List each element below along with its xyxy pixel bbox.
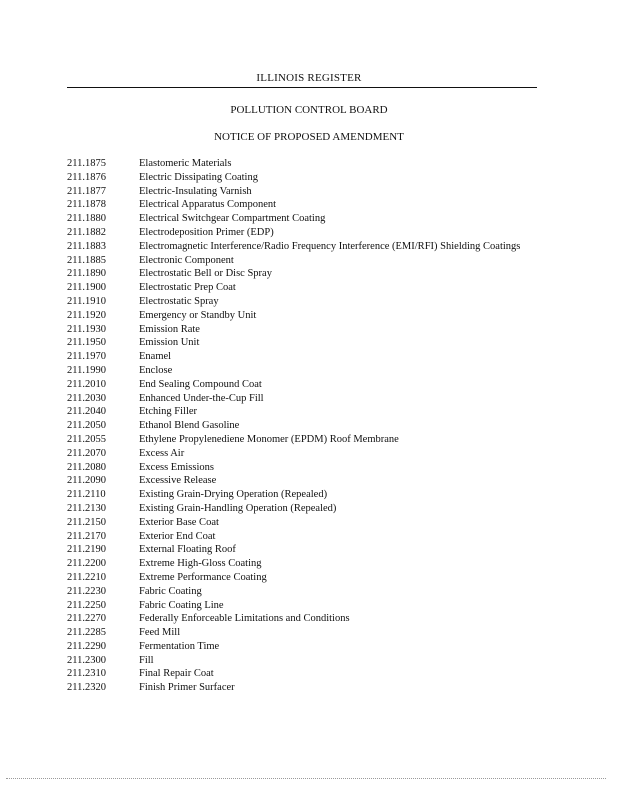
section-number: 211.1885 <box>67 254 106 266</box>
defined-term: Ethylene Propylenediene Monomer (EPDM) Roof Membrane <box>139 433 399 445</box>
section-number: 211.1930 <box>67 323 106 335</box>
list-item <box>67 378 547 392</box>
list-item <box>67 516 547 530</box>
list-item <box>67 502 547 516</box>
list-item <box>67 599 547 613</box>
defined-term: Feed Mill <box>139 627 181 639</box>
defined-term: Federally Enforceable Limitations and Conditions <box>139 613 350 625</box>
section-number: 211.1880 <box>67 213 106 225</box>
list-item <box>67 240 547 254</box>
defined-term: Ethanol Blend Gasoline <box>139 420 240 432</box>
section-number: 211.1900 <box>67 282 106 294</box>
section-number: 211.2010 <box>67 378 106 390</box>
defined-term: Existing Grain-Drying Operation (Repealed) <box>139 489 328 501</box>
defined-term: Electrical Switchgear Compartment Coating <box>139 213 326 225</box>
list-item <box>67 254 547 268</box>
defined-term: Electromagnetic Interference/Radio Frequency Interference (EMI/RFI) Shielding Coatings <box>139 240 521 252</box>
section-number: 211.2130 <box>67 502 106 514</box>
list-item <box>67 571 547 585</box>
definitions-list <box>67 157 547 695</box>
defined-term: Final Repair Coat <box>139 668 214 680</box>
defined-term: Existing Grain-Handling Operation (Repealed) <box>139 502 337 514</box>
section-number: 211.2300 <box>67 654 106 666</box>
defined-term: External Floating Roof <box>139 544 236 556</box>
list-item <box>67 585 547 599</box>
list-item <box>67 392 547 406</box>
section-number: 211.1990 <box>67 364 106 376</box>
section-number: 211.2310 <box>67 668 106 680</box>
list-item <box>67 309 547 323</box>
list-item <box>67 612 547 626</box>
defined-term: End Sealing Compound Coat <box>139 378 262 390</box>
defined-term: Fabric Coating <box>139 585 202 597</box>
section-number: 211.2285 <box>67 627 106 639</box>
section-number: 211.2080 <box>67 461 106 473</box>
section-number: 211.1890 <box>67 268 106 280</box>
defined-term: Electrostatic Spray <box>139 295 219 307</box>
defined-term: Excess Emissions <box>139 461 214 473</box>
defined-term: Electrodeposition Primer (EDP) <box>139 226 274 238</box>
defined-term: Emission Rate <box>139 323 200 335</box>
list-item <box>67 461 547 475</box>
list-item <box>67 419 547 433</box>
defined-term: Electrostatic Prep Coat <box>139 282 236 294</box>
list-item <box>67 364 547 378</box>
defined-term: Enhanced Under-the-Cup Fill <box>139 392 264 404</box>
list-item <box>67 157 547 171</box>
section-number: 211.2170 <box>67 530 106 542</box>
section-number: 211.1877 <box>67 185 106 197</box>
defined-term: Fabric Coating Line <box>139 599 224 611</box>
section-number: 211.2190 <box>67 544 106 556</box>
list-item <box>67 557 547 571</box>
section-number: 211.2055 <box>67 433 106 445</box>
defined-term: Elastomeric Materials <box>139 158 232 169</box>
section-number: 211.2150 <box>67 516 106 528</box>
defined-term: Extreme High-Gloss Coating <box>139 558 262 570</box>
list-item <box>67 543 547 557</box>
list-item <box>67 530 547 544</box>
page-bottom-edge <box>6 778 606 779</box>
header-rule <box>67 87 537 88</box>
list-item <box>67 295 547 309</box>
list-item <box>67 433 547 447</box>
section-number: 211.2110 <box>67 489 106 501</box>
list-item <box>67 323 547 337</box>
list-item <box>67 267 547 281</box>
list-item <box>67 336 547 350</box>
list-item <box>67 654 547 668</box>
list-item <box>67 681 547 695</box>
list-item <box>67 226 547 240</box>
list-item <box>67 626 547 640</box>
section-number: 211.2290 <box>67 640 106 652</box>
notice-title: NOTICE OF PROPOSED AMENDMENT <box>214 131 404 143</box>
section-number: 211.2050 <box>67 420 106 432</box>
list-item <box>67 198 547 212</box>
list-item <box>67 185 547 199</box>
defined-term: Enclose <box>139 364 173 376</box>
section-number: 211.1950 <box>67 337 106 349</box>
defined-term: Fill <box>139 654 154 666</box>
defined-term: Excessive Release <box>139 475 217 487</box>
section-number: 211.1875 <box>67 158 106 169</box>
section-number: 211.2270 <box>67 613 106 625</box>
defined-term: Extreme Performance Coating <box>139 571 267 583</box>
section-number: 211.1920 <box>67 309 106 321</box>
defined-term: Finish Primer Surfacer <box>139 682 235 694</box>
section-number: 211.2200 <box>67 558 106 570</box>
section-number: 211.2040 <box>67 406 106 418</box>
section-number: 211.1970 <box>67 351 106 363</box>
defined-term: Electrical Apparatus Component <box>139 199 277 211</box>
list-item <box>67 350 547 364</box>
section-number: 211.1910 <box>67 295 106 307</box>
list-item <box>67 447 547 461</box>
defined-term: Electric Dissipating Coating <box>139 171 258 183</box>
list-item <box>67 667 547 681</box>
list-item <box>67 405 547 419</box>
board-title: POLLUTION CONTROL BOARD <box>230 104 388 116</box>
defined-term: Electronic Component <box>139 254 234 266</box>
defined-term: Exterior End Coat <box>139 530 216 542</box>
list-item <box>67 474 547 488</box>
section-number: 211.2230 <box>67 585 106 597</box>
defined-term: Etching Filler <box>139 406 198 418</box>
defined-term: Electric-Insulating Varnish <box>139 185 252 197</box>
section-number: 211.2090 <box>67 475 106 487</box>
defined-term: Emission Unit <box>139 337 200 349</box>
section-number: 211.2070 <box>67 447 106 459</box>
defined-term: Excess Air <box>139 447 185 459</box>
list-item <box>67 281 547 295</box>
section-number: 211.1876 <box>67 171 106 183</box>
list-item <box>67 171 547 185</box>
list-item <box>67 640 547 654</box>
register-title: ILLINOIS REGISTER <box>256 72 362 84</box>
section-number: 211.2320 <box>67 682 106 694</box>
section-number: 211.2210 <box>67 571 106 583</box>
section-number: 211.1878 <box>67 199 106 211</box>
defined-term: Exterior Base Coat <box>139 516 219 528</box>
defined-term: Enamel <box>139 351 172 363</box>
list-item <box>67 488 547 502</box>
defined-term: Emergency or Standby Unit <box>139 309 257 321</box>
section-number: 211.1882 <box>67 226 106 238</box>
defined-term: Electrostatic Bell or Disc Spray <box>139 268 272 280</box>
defined-term: Fermentation Time <box>139 640 220 652</box>
list-item <box>67 212 547 226</box>
section-number: 211.1883 <box>67 240 106 252</box>
section-number: 211.2030 <box>67 392 106 404</box>
section-number: 211.2250 <box>67 599 106 611</box>
